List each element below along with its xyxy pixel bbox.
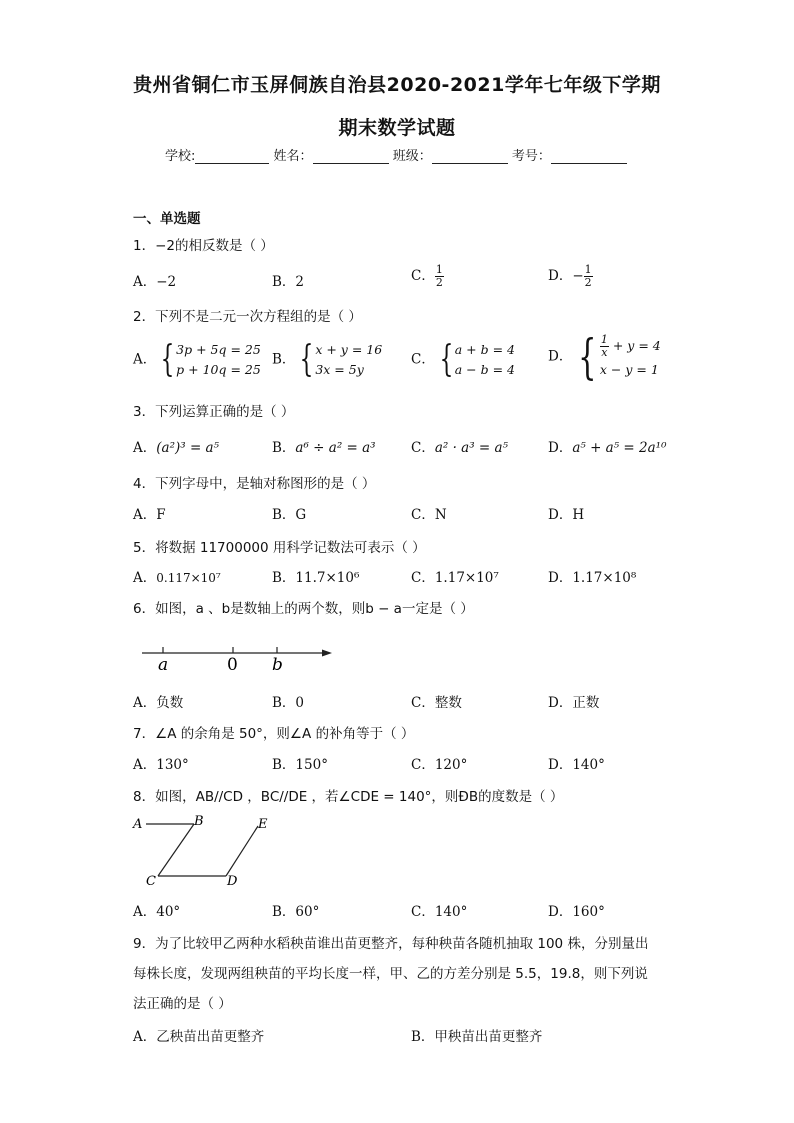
q7-option-a[interactable] [133,753,189,773]
fraction [435,264,444,289]
option-label: C． [411,904,435,920]
q1-option-b[interactable] [272,270,304,290]
id-blank[interactable] [551,149,627,164]
brace-icon: { [300,339,314,380]
option-text: 60° [295,904,320,920]
option-text: 150° [295,757,328,773]
option-text: −2 [156,274,177,290]
q9-option-b[interactable] [411,1025,542,1045]
option-label: B． [272,570,296,586]
question-7-stem: 7．∠A 的余角是 50°，则∠A 的补角等于（ ） [133,726,415,742]
q8-option-c[interactable] [411,900,467,920]
option-text: 负数 [156,695,184,711]
arrow-icon [322,650,332,657]
q7-option-c[interactable] [411,753,467,773]
option-text: 2 [295,274,305,290]
q4-option-c[interactable] [411,503,447,523]
segment-bc [158,824,194,876]
q4-option-b[interactable] [272,503,306,523]
equation-system [572,329,661,385]
option-text: 乙秧苗出苗更整齐 [156,1029,265,1045]
option-label: A． [133,507,157,523]
q3-option-c[interactable] [411,436,508,456]
question-1-stem: 1．−2的相反数是（ ） [133,238,274,254]
equation: x + y = 16 [315,342,383,357]
equation-rest: + y = 4 [612,337,661,353]
equation [600,334,661,359]
option-label: D． [548,268,573,284]
fraction-denominator: 2 [584,276,592,289]
class-label: 班级： [392,149,432,164]
option-label: C． [411,507,435,523]
equation: 3x = 5y [315,362,364,377]
fraction-denominator: x [601,345,608,359]
school-label: 学校: [165,149,196,164]
question-4-stem: 4．下列字母中，是轴对称图形的是（ ） [133,476,376,492]
q2-option-d[interactable] [548,329,661,385]
id-label: 考号： [511,149,551,164]
name-blank[interactable] [313,149,389,164]
section-title: 一、单选题 [133,211,201,227]
q7-option-d[interactable] [548,753,605,773]
equation-system [295,340,382,380]
option-text: 1.17×10⁷ [434,570,499,586]
option-text: 160° [572,904,605,920]
vertex-label-b: B [194,814,204,829]
page-title-line2: 期末数学试题 [338,117,456,139]
question-3-stem: 3．下列运算正确的是（ ） [133,404,295,420]
option-label: B． [272,904,296,920]
option-label: A． [133,274,157,290]
brace-icon: { [578,329,597,385]
question-6-stem: 6．如图，a 、b是数轴上的两个数，则b − a一定是（ ） [133,601,474,617]
minus-sign: − [572,268,584,284]
equation: x − y = 1 [599,361,659,377]
option-text: a² · a³ = a⁵ [434,440,508,456]
student-info-row [165,145,627,164]
brace-icon: { [160,339,175,380]
vertex-label-c: C [146,874,156,889]
segment-de [226,826,258,876]
option-label: C． [411,268,435,284]
fraction-numerator: 1 [584,263,592,276]
vertex-label-e: E [258,817,268,832]
option-text: (a²)³ = a⁵ [156,440,220,456]
question-5-stem: 5．将数据 11700000 用科学记数法可表示（ ） [133,540,426,556]
option-label: C． [411,570,435,586]
option-label: A． [133,757,157,773]
option-label: D． [548,507,573,523]
q5-option-d[interactable] [548,566,636,586]
option-label: B． [272,507,296,523]
option-text: 0.117×10⁷ [156,571,221,585]
option-text: 130° [156,757,189,773]
option-label: D． [548,904,573,920]
question-9-stem-line1: 9．为了比较甲乙两种水稻秧苗谁出苗更整齐，每种秧苗各随机抽取 100 株，分别量出 [133,936,649,952]
question-9-stem-line3: 法正确的是（ ） [133,996,232,1012]
class-blank[interactable] [432,149,508,164]
point-label-a: a [158,655,169,674]
equation-system [156,340,261,380]
q9-option-a[interactable] [133,1025,264,1045]
q6-option-b[interactable] [272,691,304,711]
option-label: A． [133,1029,157,1045]
q6-option-a[interactable] [133,691,183,711]
option-label: B． [272,757,296,773]
q1-option-a[interactable] [133,270,176,290]
option-label: C． [411,440,435,456]
option-label: A． [133,570,157,586]
option-label: A． [133,695,157,711]
vertex-label-d: D [227,874,238,889]
q8-option-d[interactable] [548,900,605,920]
question-9-stem-line2: 每株长度，发现两组秧苗的平均长度一样，甲、乙的方差分别是 5.5，19.8，则下列说 [133,966,648,982]
point-label-zero: 0 [227,655,238,674]
option-label: C． [411,351,435,368]
option-label: B． [272,695,296,711]
page-title-line1: 贵州省铜仁市玉屏侗族自治县2020-2021学年七年级下学期 [133,74,661,96]
option-label: D． [548,348,573,365]
brace-icon: { [439,339,454,380]
option-label: D． [548,695,573,711]
q8-option-b[interactable] [272,900,319,920]
q2-option-a[interactable] [133,340,261,380]
option-label: B． [411,1029,435,1045]
option-text: H [572,507,585,523]
q6-option-d[interactable] [548,691,599,711]
q5-option-a[interactable] [133,566,221,586]
option-text: 0 [295,695,305,711]
equation: p + 10q = 25 [176,362,261,377]
option-text: 整数 [434,695,462,711]
q1-option-d[interactable] [548,264,593,289]
q4-option-a[interactable] [133,503,166,523]
option-text: 1.17×10⁸ [572,570,637,586]
option-text: 正数 [572,695,600,711]
option-label: D． [548,570,573,586]
equation: a + b = 4 [454,342,515,357]
option-label: D． [548,440,573,456]
option-text: 11.7×10⁶ [295,570,360,586]
q6-option-c[interactable] [411,691,462,711]
option-label: B． [272,351,296,368]
q1-option-c[interactable] [411,264,444,289]
point-label-b: b [272,655,283,674]
q5-option-b[interactable] [272,566,359,586]
option-label: A． [133,351,157,368]
q2-option-c[interactable] [411,340,515,380]
equation: 3p + 5q = 25 [176,342,261,357]
fraction-numerator: 1 [435,263,443,276]
q3-option-d[interactable] [548,436,667,456]
option-label: A． [133,904,157,920]
option-text: 甲秧苗出苗更整齐 [434,1029,543,1045]
parallel-lines-figure [130,812,280,896]
q2-option-b[interactable] [272,340,382,380]
fraction [584,264,593,289]
option-text: 140° [434,904,468,920]
question-8-stem: 8．如图，AB//CD ，BC//DE ，若∠CDE = 140°，则ÐB的度数是（ ） [133,789,564,805]
option-text: G [295,507,307,523]
option-text: a⁶ ÷ a² = a³ [295,440,376,456]
option-text: 40° [156,904,181,920]
q8-option-a[interactable] [133,900,180,920]
option-text: N [434,507,447,523]
q7-option-b[interactable] [272,753,328,773]
equation: a − b = 4 [454,362,515,377]
option-text: a⁵ + a⁵ = 2a¹⁰ [572,440,667,456]
question-2-stem: 2．下列不是二元一次方程组的是（ ） [133,309,362,325]
q5-option-c[interactable] [411,566,499,586]
equation-system [435,340,515,380]
fraction [600,334,609,359]
school-blank[interactable] [195,149,269,164]
name-label: 姓名： [273,149,313,164]
q3-option-b[interactable] [272,436,376,456]
option-text: 140° [572,757,605,773]
option-text: 120° [434,757,468,773]
number-line-figure [140,638,340,678]
fraction-denominator: 2 [435,276,443,289]
q4-option-d[interactable] [548,503,584,523]
q3-option-a[interactable] [133,436,219,456]
option-label: B． [272,440,296,456]
option-label: C． [411,757,435,773]
option-label: B． [272,274,296,290]
fraction-numerator: 1 [600,332,608,346]
option-text: F [156,507,166,523]
option-label: C． [411,695,435,711]
option-label: D． [548,757,573,773]
vertex-label-a: A [133,817,143,832]
option-label: A． [133,440,157,456]
